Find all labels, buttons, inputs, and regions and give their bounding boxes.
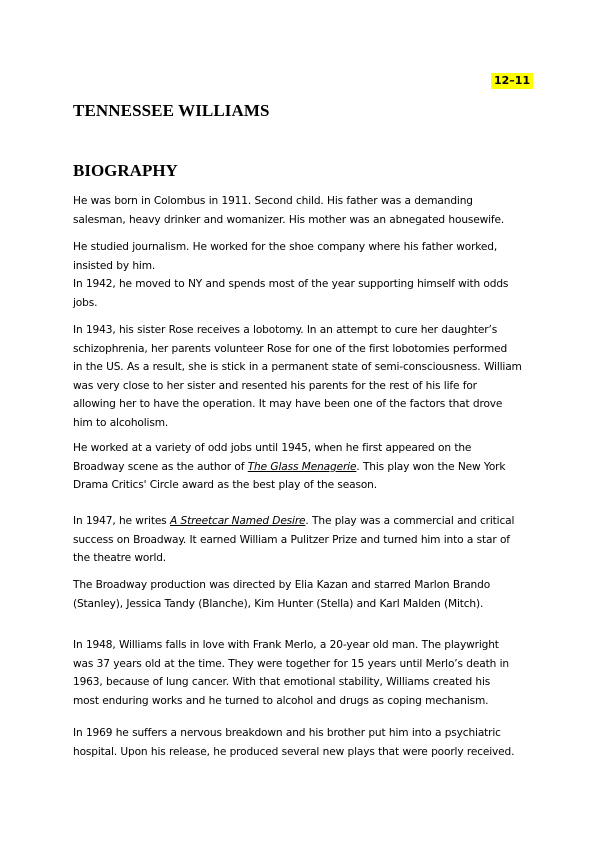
paragraph-streetcar — [73, 512, 531, 568]
text-line: In 1969 he suffers a nervous breakdown and his brother put him into a psychiatric — [73, 727, 501, 739]
document-title: TENNESSEE WILLIAMS — [73, 101, 270, 120]
play-title-streetcar: A Streetcar Named Desire — [169, 515, 306, 527]
text-line: (Stanley), Jessica Tandy (Blanche), Kim Hunter (Stella) and Karl Malden (Mitch). — [73, 597, 484, 610]
text-line: hospital. Upon his release, he produced several new plays that were poorly received. — [73, 745, 515, 758]
text-line: Drama Critics' Circle award as the best play of the season. — [73, 479, 377, 491]
text-line: In 1948, Williams falls in love with Frank Merlo, a 20-year old man. The playwright — [73, 639, 499, 651]
section-heading: BIOGRAPHY — [73, 161, 178, 180]
text-line: jobs. — [73, 296, 98, 309]
paragraph-birth — [73, 192, 531, 229]
paragraph-sister — [73, 321, 531, 432]
text-line: He studied journalism. He worked for the shoe company where his father worked, — [73, 241, 498, 253]
text-line: schizophrenia, her parents volunteer Rose for one of the first lobotomies performed — [73, 342, 508, 355]
text-line: in the US. As a result, she is stick in a permanent state of semi-consciousness. William — [73, 361, 522, 373]
text-line: the theatre world. — [73, 552, 167, 564]
paragraph-production — [73, 576, 531, 613]
text-segment: Broadway scene as the author of — [73, 460, 248, 473]
text-line: was 37 years old at the time. They were together for 15 years until Merlo’s death in — [73, 657, 509, 670]
text-line: In 1943, his sister Rose receives a lobotomy. In an attempt to cure her daughter’s — [73, 324, 498, 336]
play-title-glass-menagerie: The Glass Menagerie — [247, 460, 357, 473]
text-line: insisted by him. — [73, 259, 156, 272]
text-line — [73, 512, 531, 531]
highlighted-tag: 12–11 — [491, 73, 533, 89]
paragraph-breakdown — [73, 724, 531, 761]
text-line: success on Broadway. It earned William a Pulitzer Prize and turned him into a star of — [73, 533, 510, 546]
text-segment: . This play won the New York — [356, 460, 506, 473]
text-line: 1963, because of lung cancer. With that emotional stability, Williams created his — [73, 676, 491, 688]
text-line — [73, 458, 531, 477]
text-line: most enduring works and he turned to alcohol and drugs as coping mechanism. — [73, 694, 489, 707]
paragraph-education — [73, 238, 531, 312]
text-segment: . The play was a commercial and critical — [305, 515, 515, 527]
text-line: salesman, heavy drinker and womanizer. His mother was an abnegated housewife. — [73, 213, 505, 226]
text-line: allowing her to have the operation. It may have been one of the factors that drove — [73, 398, 503, 410]
text-line: In 1942, he moved to NY and spends most of the year supporting himself with odds — [73, 278, 509, 290]
paragraph-merlo — [73, 636, 531, 710]
text-line: was very close to her sister and resented his parents for the rest of his life for — [73, 379, 477, 392]
paragraph-broadway — [73, 439, 531, 495]
text-segment: In 1947, he writes — [73, 515, 170, 527]
text-line: The Broadway production was directed by Elia Kazan and starred Marlon Brando — [73, 579, 491, 591]
text-line: He worked at a variety of odd jobs until 1945, when he first appeared on the — [73, 442, 472, 454]
text-line: him to alcoholism. — [73, 416, 169, 429]
text-line: He was born in Colombus in 1911. Second child. His father was a demanding — [73, 195, 473, 207]
